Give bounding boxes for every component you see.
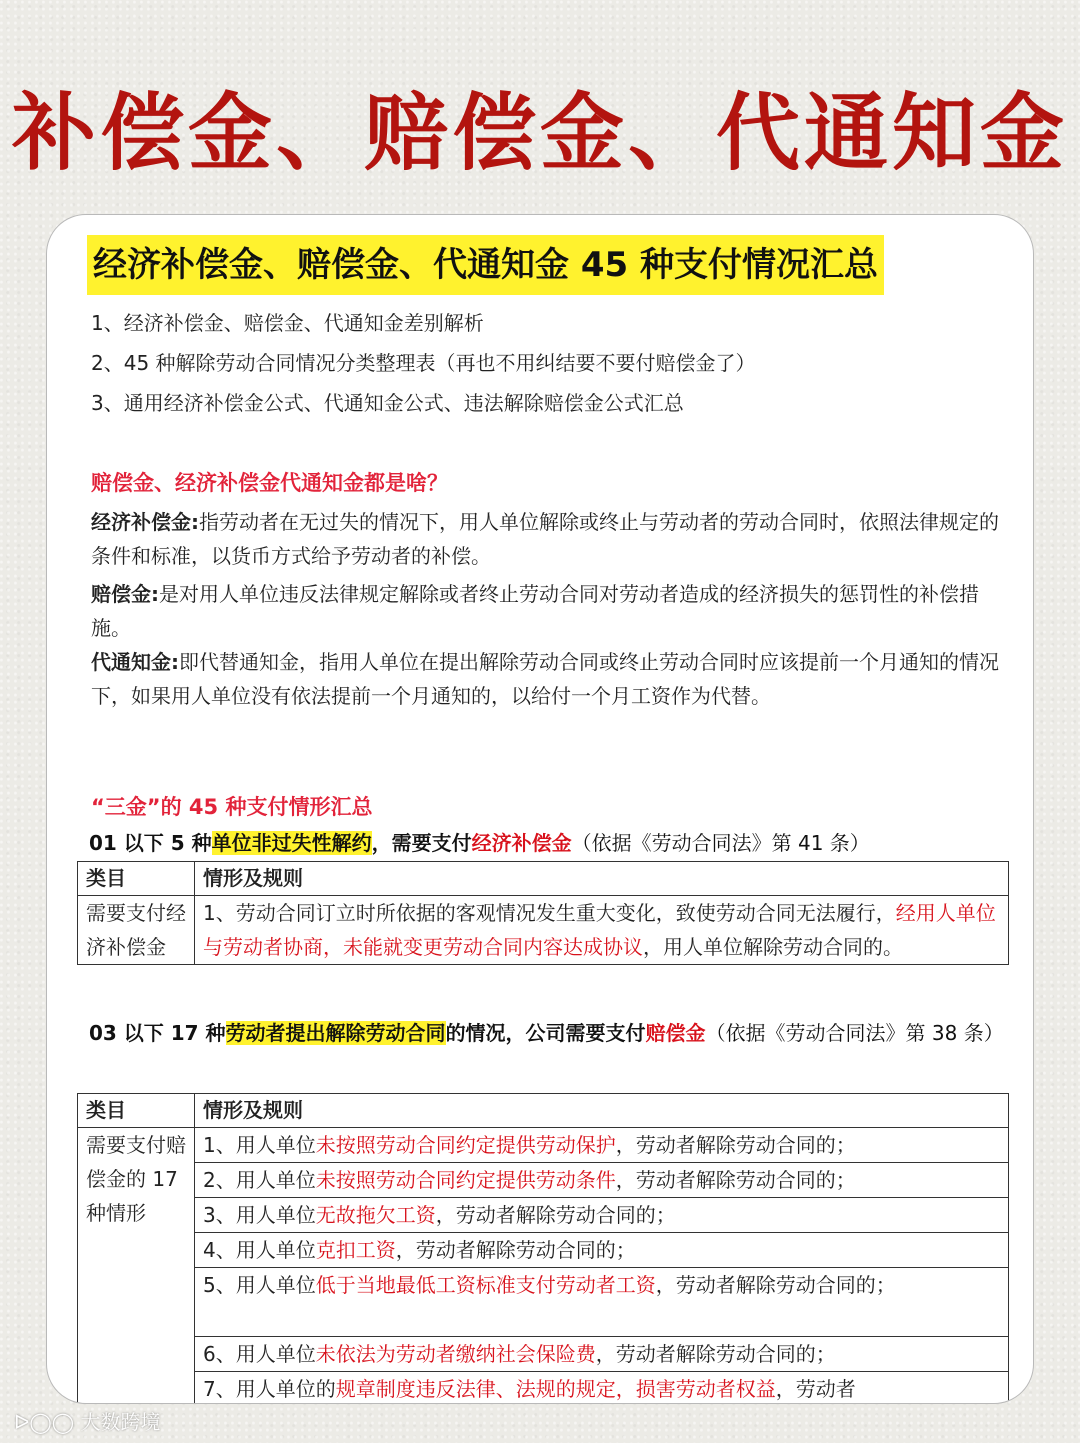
- table-row: 1、用人单位未按照劳动合同约定提供劳动保护，劳动者解除劳动合同的；: [195, 1128, 1009, 1163]
- table-row: 7、用人单位的规章制度违反法律、法规的规定，损害劳动者权益，劳动者: [195, 1372, 1009, 1405]
- definition-text: 即代替通知金，指用人单位在提出解除劳动合同或终止劳动合同时应该提前一个月通知的情况下，如果用人单位没有依法提前一个月通知的，以给付一个月工资作为代替。: [91, 650, 999, 708]
- intro-item: 1、经济补偿金、赔偿金、代通知金差别解析: [91, 311, 484, 335]
- definition-term: 经济补偿金:: [91, 510, 199, 534]
- section-01-heading: 01 以下 5 种单位非过失性解约，需要支付经济补偿金（依据《劳动合同法》第 41 条）: [89, 831, 870, 855]
- red-emphasis: 经济补偿金: [471, 831, 572, 855]
- subtitle-banner: 经济补偿金、赔偿金、代通知金 45 种支付情况汇总: [87, 235, 884, 295]
- table-row: 6、用人单位未依法为劳动者缴纳社会保险费，劳动者解除劳动合同的；: [195, 1337, 1009, 1372]
- definition-term: 代通知金:: [91, 650, 179, 674]
- category-cell: 需要支付赔偿金的 17 种情形: [78, 1128, 195, 1405]
- section-03-table: [77, 1093, 1009, 1404]
- question-heading: 赔偿金、经济补偿金代通知金都是啥？: [91, 471, 448, 495]
- section-01-table: [77, 861, 1009, 965]
- intro-item: 3、通用经济补偿金公式、代通知金公式、违法解除赔偿金公式汇总: [91, 391, 684, 415]
- summary-heading: “三金”的 45 种支付情形汇总: [91, 795, 373, 819]
- table-row: 2、用人单位未按照劳动合同约定提供劳动条件，劳动者解除劳动合同的；: [195, 1163, 1009, 1198]
- intro-item: 2、45 种解除劳动合同情况分类整理表（再也不用纠结要不要付赔偿金了）: [91, 351, 756, 375]
- column-header-rules: 情形及规则: [195, 1094, 1009, 1128]
- definition-notice-pay: [91, 645, 1011, 713]
- definition-term: 赔偿金:: [91, 582, 159, 606]
- definition-text: 是对用人单位违反法律规定解除或者终止劳动合同对劳动者造成的经济损失的惩罚性的补偿措施。: [91, 582, 979, 640]
- watermark-logo: [14, 1406, 161, 1435]
- red-emphasis: 赔偿金: [645, 1021, 706, 1045]
- watermark-text: 大数跨境: [80, 1410, 161, 1434]
- highlight-text: 单位非过失性解约: [211, 831, 372, 855]
- table-row: 3、用人单位无故拖欠工资，劳动者解除劳动合同的；: [195, 1198, 1009, 1233]
- column-header-rules: 情形及规则: [195, 862, 1009, 896]
- category-cell: 需要支付经济补偿金: [78, 896, 195, 965]
- table-row: 4、用人单位克扣工资，劳动者解除劳动合同的；: [195, 1233, 1009, 1268]
- watermark-icon: ᐅ◯◯: [14, 1410, 81, 1434]
- content-card: [46, 214, 1034, 1404]
- definition-damages: [91, 577, 1011, 645]
- page-title: 补偿金、赔偿金、代通知金: [11, 84, 1068, 182]
- column-header-category: 类目: [78, 862, 195, 896]
- definition-text: 指劳动者在无过失的情况下，用人单位解除或终止与劳动者的劳动合同时，依照法律规定的条件和标准，以货币方式给予劳动者的补偿。: [91, 510, 999, 568]
- highlight-text: 劳动者提出解除劳动合同: [225, 1021, 446, 1045]
- definition-compensation: [91, 505, 1011, 573]
- column-header-category: 类目: [78, 1094, 195, 1128]
- section-03-heading: 03 以下 17 种劳动者提出解除劳动合同的情况，公司需要支付赔偿金（依据《劳动合同法》第 38 条）: [89, 1021, 1004, 1045]
- rule-cell: 1、劳动合同订立时所依据的客观情况发生重大变化，致使劳动合同无法履行，经用人单位与劳动者协商，未能就变更劳动合同内容达成协议，用人单位解除劳动合同的。: [195, 896, 1009, 965]
- table-row: 5、用人单位低于当地最低工资标准支付劳动者工资，劳动者解除劳动合同的；: [195, 1268, 1009, 1337]
